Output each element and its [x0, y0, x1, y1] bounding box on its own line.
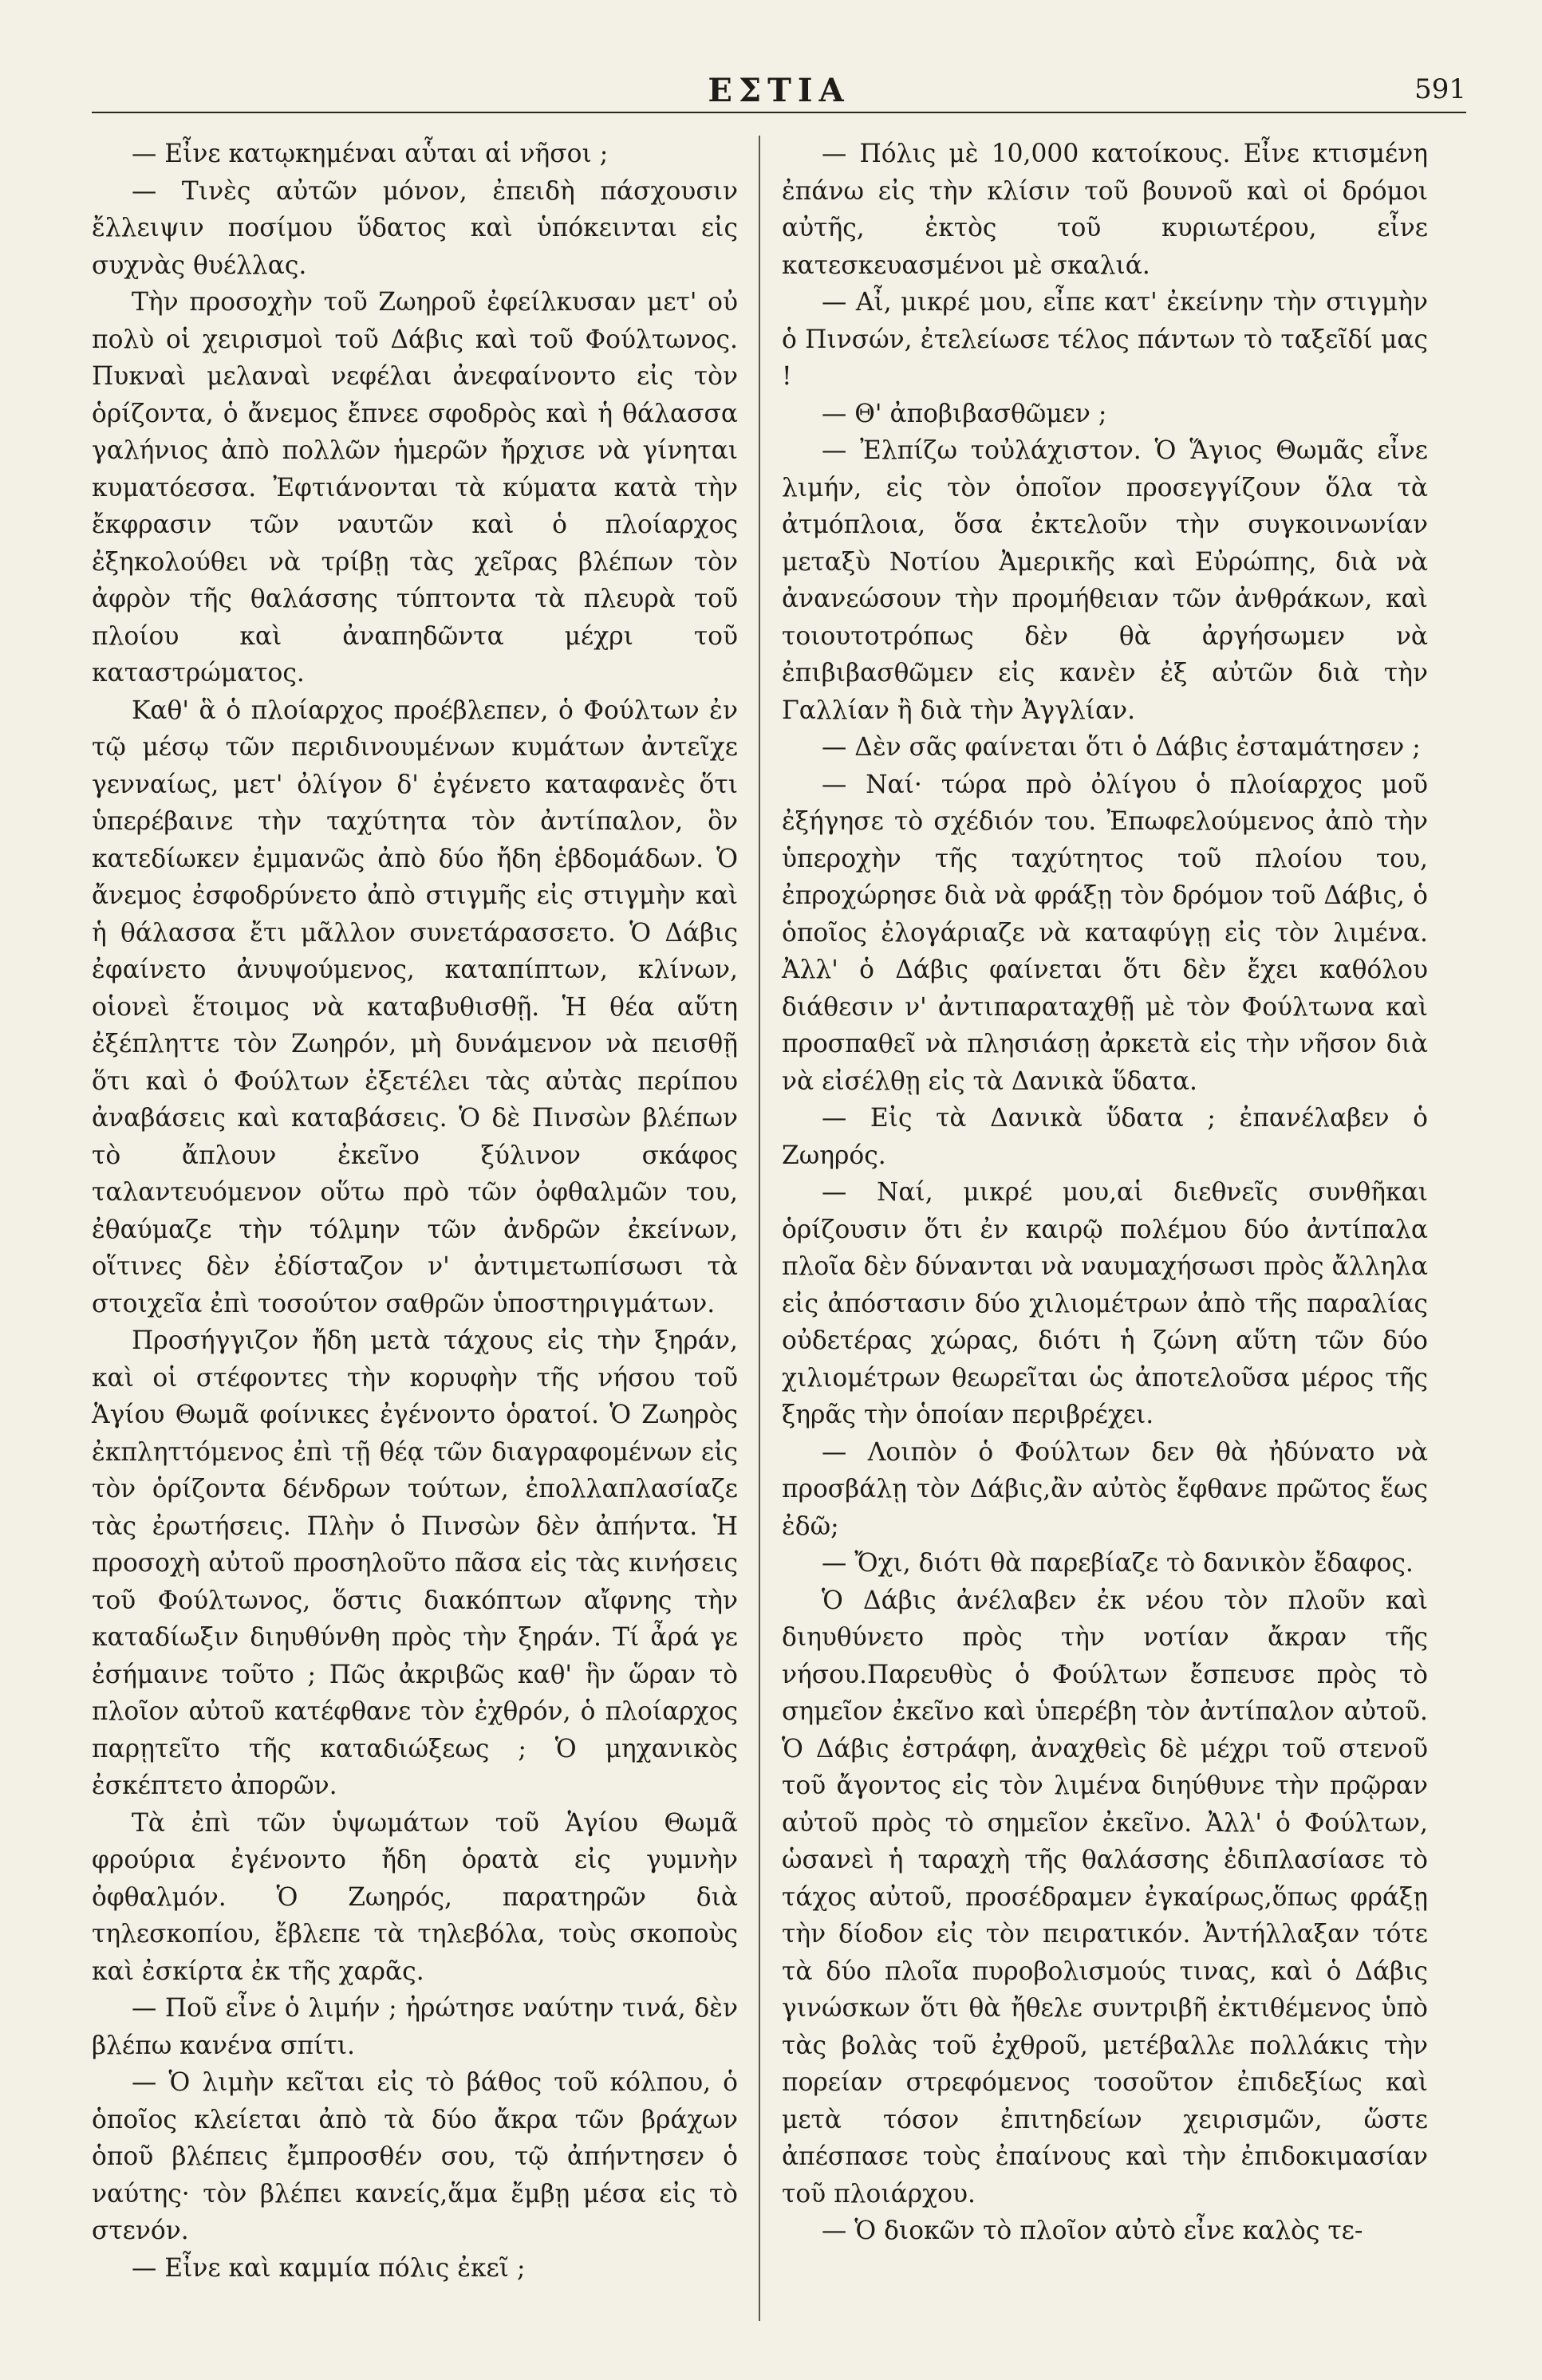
journal-title: ΕΣΤΙΑ — [708, 72, 850, 109]
left-paragraph-5: Προσήγγιζον ἤδη μετὰ τάχους εἰς τὴν ξηράν, καὶ οἱ στέφοντες τὴν κορυφὴν τῆς νήσου τοῦ Ἁγίου Θωμᾶ φοίνικες ἐγένοντο ὁρατοί. Ὁ Ζωηρὸς ἐκπληττόμενος ἐπὶ τῇ θέᾳ τῶν διαγραφομένων εἰς τὸν ὁρίζοντα δένδρων τούτων, ἐπολλαπλασίαζε τὰς ἐρωτήσεις. Πλὴν ὁ Πινσὼν δὲν ἀπήντα. Ἡ προσοχὴ αὐτοῦ προσηλοῦτο πᾶσα εἰς τὰς κινήσεις τοῦ Φούλτωνος, ὅστις διακόπτων αἴφνης τὴν καταδίωξιν διηυθύνθη πρὸς τὴν ξηράν. Τί ἆρά γε ἐσήμαινε τοῦτο ; Πῶς ἀκριβῶς καθ' ἣν ὥραν τὸ πλοῖον αὐτοῦ κατέφθανε τὸν ἐχθρόν, ὁ πλοίαρχος παρῃτεῖτο τῆς καταδιώξεως ; Ὁ μηχανικὸς ἐσκέπτετο ἀπορῶν. — [92, 1326, 738, 1800]
left-paragraph-9: — Εἶνε καὶ καμμία πόλις ἐκεῖ ; — [132, 2253, 526, 2283]
page-number: 591 — [1414, 73, 1466, 105]
right-paragraph-8: — Ναί, μικρέ μου,αἱ διεθνεῖς συνθῆκαι ὁρίζουσιν ὅτι ἐν καιρῷ πολέμου δύο ἀντίπαλα πλοῖα δὲν δύνανται νὰ ναυμαχήσωσι πρὸς ἄλληλα εἰς ἀπόστασιν δύο χιλιομέτρων ἀπὸ τῆς παραλίας οὐδετέρας χώρας, διότι ἡ ζώνη αὕτη τῶν δύο χιλιομέτρων θεωρεῖται ὡς ἀποτελοῦσα μέρος τῆς ξηρᾶς τὴν ὁποίαν περιβρέχει. — [782, 1178, 1428, 1429]
right-paragraph-4: — Ἐλπίζω τοὐλάχιστον. Ὁ Ἅγιος Θωμᾶς εἶνε λιμήν, εἰς τὸν ὁποῖον προσεγγίζουν ὅλα τὰ ἀτμόπλοια, ὅσα ἐκτελοῦν τὴν συγκοινωνίαν μεταξὺ Νοτίου Ἀμερικῆς καὶ Εὐρώπης, διὰ νὰ ἀνανεώσουν τὴν προμήθειαν τῶν ἀνθράκων, καὶ τοιουτοτρόπως δὲν θὰ ἀργήσωμεν νὰ ἐπιβιβασθῶμεν εἰς κανὲν ἐξ αὐτῶν διὰ τὴν Γαλλίαν ἢ διὰ τὴν Ἀγγλίαν. — [782, 436, 1428, 725]
column-divider — [759, 136, 760, 2321]
right-paragraph-10: — Ὄχι, διότι θὰ παρεβίαζε τὸ δανικὸν ἔδαφος. — [822, 1549, 1414, 1578]
right-paragraph-9: — Λοιπὸν ὁ Φούλτων δεν θὰ ἠδύνατο νὰ προσβάλῃ τὸν Δάβις,ἂν αὐτὸς ἔφθανε πρῶτος ἕως ἐδῶ; — [782, 1437, 1428, 1541]
right-paragraph-7: — Εἰς τὰ Δανικὰ ὕδατα ; ἐπανέλαβεν ὁ Ζωηρός. — [782, 1104, 1428, 1170]
right-paragraph-12: — Ὁ διοκῶν τὸ πλοῖον αὐτὸ εἶνε καλὸς τε- — [822, 2216, 1363, 2245]
left-paragraph-1: — Εἶνε κατῳκημέναι αὗται αἱ νῆσοι ; — [132, 140, 609, 168]
right-paragraph-1: — Πόλις μὲ 10,000 κατοίκους. Εἶνε κτισμένη ἐπάνω εἰς τὴν κλίσιν τοῦ βουνοῦ καὶ οἱ δρόμοι αὐτῆς, ἐκτὸς τοῦ κυριωτέρου, εἶνε κατεσκευασμένοι μὲ σκαλιά. — [782, 140, 1428, 280]
left-paragraph-4: Καθ' ἃ ὁ πλοίαρχος προέβλεπεν, ὁ Φούλτων ἐν τῷ μέσῳ τῶν περιδινουμένων κυμάτων ἀντεῖχε γενναίως, μετ' ὀλίγον δ' ἐγένετο καταφανὲς ὅτι ὑπερέβαινε τὴν ταχύτητα τὸν ἀντίπαλον, ὃν κατεδίωκεν ἐμμανῶς ἀπὸ δύο ἤδη ἑβδομάδων. Ὁ ἄνεμος ἐσφοδρύνετο ἀπὸ στιγμῆς εἰς στιγμὴν καὶ ἡ θάλασσα ἔτι μᾶλλον συνετάρασσετο. Ὁ Δάβις ἐφαίνετο ἀνυψούμενος, καταπίπτων, κλίνων, οἱονεὶ ἕτοιμος νὰ καταβυθισθῇ. Ἡ θέα αὕτη ἐξέπληττε τὸν Ζωηρόν, μὴ δυνάμενον νὰ πεισθῇ ὅτι καὶ ὁ Φούλτων ἐξετέλει τὰς αὐτὰς περίπου ἀναβάσεις καὶ καταβάσεις. Ὁ δὲ Πινσὼν βλέπων τὸ ἄπλουν ἐκεῖνο ξύλινον σκάφος ταλαντευόμενον οὕτω πρὸ τῶν ὀφθαλμῶν του, ἐθαύμαζε τὴν τόλμην τῶν ἀνδρῶν ἐκείνων, οἵτινες δὲν ἐδίσταζον ν' ἀντιμετωπίσωσι τὰ στοιχεῖα ἐπὶ τοσούτον σαθρῶν ὑποστηριγμάτων. — [92, 695, 738, 1318]
right-paragraph-6: — Ναί· τώρα πρὸ ὀλίγου ὁ πλοίαρχος μοῦ ἐξήγησε τὸ σχέδιόν του. Ἐπωφελούμενος ἀπὸ τὴν ὑπεροχὴν τῆς ταχύτητος τοῦ πλοίου του, ἐπροχώρησε διὰ νὰ φράξῃ τὸν δρόμον τοῦ Δάβις, ὁ ὁποῖος ἐλογάριαζε νὰ καταφύγῃ εἰς τὸν λιμένα. Ἀλλ' ὁ Δάβις φαίνεται ὅτι δὲν ἔχει καθόλου διάθεσιν ν' ἀντιπαραταχθῇ μὲ τὸν Φούλτωνα καὶ προσπαθεῖ νὰ πλησιάσῃ ἀρκετὰ εἰς τὴν νῆσον διὰ νὰ εἰσέλθῃ εἰς τὰ Δανικὰ ὕδατα. — [782, 770, 1428, 1096]
right-paragraph-2: — Αἶ, μικρέ μου, εἶπε κατ' ἐκείνην τὴν στιγμὴν ὁ Πινσών, ἐτελείωσε τέλος πάντων τὸ ταξεῖδί μας ! — [782, 288, 1428, 391]
page-header — [92, 64, 1466, 113]
right-paragraph-11: Ὁ Δάβις ἀνέλαβεν ἐκ νέου τὸν πλοῦν καὶ διηυθύνετο πρὸς τὴν νοτίαν ἄκραν τῆς νήσου.Παρευθὺς ὁ Φούλτων ἔσπευσε πρὸς τὸ σημεῖον ἐκεῖνο καὶ ὑπερέβη τὸν ἀντίπαλον αὐτοῦ. Ὁ Δάβις ἐστράφη, ἀναχθεὶς δὲ μέχρι τοῦ στενοῦ τοῦ ἄγοντος εἰς τὸν λιμένα διηύθυνε τὴν πρῷραν αὐτοῦ πρὸς τὸ σημεῖον ἐκεῖνο. Ἀλλ' ὁ Φούλτων, ὡσανεὶ ἡ ταραχὴ τῆς θαλάσσης ἐδιπλασίασε τὸ τάχος αὐτοῦ, προσέδραμεν ἐγκαίρως,ὅπως φράξῃ τὴν δίοδον εἰς τὸν πειρατικόν. Ἀντήλλαξαν τότε τὰ δύο πλοῖα πυροβολισμούς τινας, καὶ ὁ Δάβις γινώσκων ὅτι θὰ ἤθελε συντριβῆ ἐκτιθέμενος ὑπὸ τὰς βολὰς τοῦ ἐχθροῦ, μετέβαλλε πολλάκις τὴν πορείαν στρεφόμενος τοσοῦτον ἐπιδεξίως καὶ μετὰ τόσον ἐπιτηδείων χειρισμῶν, ὥστε ἀπέσπασε τοὺς ἐπαίνους καὶ τὴν ἐπιδοκιμασίαν τοῦ πλοιάρχου. — [782, 1586, 1428, 2209]
right-paragraph-3: — Θ' ἀποβιβασθῶμεν ; — [822, 399, 1107, 428]
right-column — [782, 136, 1428, 2250]
left-paragraph-7: — Ποῦ εἶνε ὁ λιμήν ; ἠρώτησε ναύτην τινά, δὲν βλέπω κανένα σπίτι. — [92, 1994, 738, 2060]
left-paragraph-2: — Τινὲς αὐτῶν μόνον, ἐπειδὴ πάσχουσιν ἔλλειψιν ποσίμου ὕδατος καὶ ὑπόκεινται εἰς συχνὰς θυέλλας. — [92, 176, 738, 280]
left-paragraph-8: — Ὁ λιμὴν κεῖται εἰς τὸ βάθος τοῦ κόλπου, ὁ ὁποῖος κλείεται ἀπὸ τὰ δύο ἄκρα τῶν βράχων ὁποῦ βλέπεις ἔμπροσθέν σου, τῷ ἀπήντησεν ὁ ναύτης· τὸν βλέπει κανείς,ἅμα ἔμβῃ μέσα εἰς τὸ στενόν. — [92, 2068, 738, 2245]
left-paragraph-3: Τὴν προσοχὴν τοῦ Ζωηροῦ ἐφείλκυσαν μετ' οὐ πολὺ οἱ χειρισμοὶ τοῦ Δάβις καὶ τοῦ Φούλτωνος. Πυκναὶ μελαναὶ νεφέλαι ἀνεφαίνοντο εἰς τὸν ὁρίζοντα, ὁ ἄνεμος ἔπνεε σφοδρὸς καὶ ἡ θάλασσα γαλήνιος ἀπὸ πολλῶν ἡμερῶν ἤρχισε νὰ γίνηται κυματόεσσα. Ἐφτιάνονται τὰ κύματα κατὰ τὴν ἔκφρασιν τῶν ναυτῶν καὶ ὁ πλοίαρχος ἐξηκολούθει νὰ τρίβῃ τὰς χεῖρας βλέπων τὸν ἀφρὸν τῆς θαλάσσης τύπτοντα τὰ πλευρὰ τοῦ πλοίου καὶ ἀναπηδῶντα μέχρι τοῦ καταστρώματος. — [92, 288, 738, 688]
right-paragraph-5: — Δὲν σᾶς φαίνεται ὅτι ὁ Δάβις ἐσταμάτησεν ; — [822, 733, 1421, 762]
left-paragraph-6: Τὰ ἐπὶ τῶν ὑψωμάτων τοῦ Ἁγίου Θωμᾶ φρούρια ἐγένοντο ἤδη ὁρατὰ εἰς γυμνὴν ὀφθαλμόν. Ὁ Ζωηρός, παρατηρῶν διὰ τηλεσκοπίου, ἔβλεπε τὰ τηλεβόλα, τοὺς σκοποὺς καὶ ἐσκίρτα ἐκ τῆς χαρᾶς. — [92, 1808, 738, 1986]
left-column — [92, 136, 738, 2287]
